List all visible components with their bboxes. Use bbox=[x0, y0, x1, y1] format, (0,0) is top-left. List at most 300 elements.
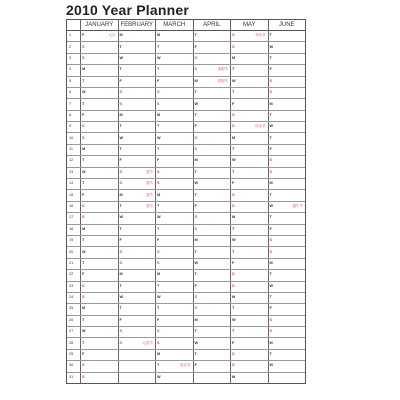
day-cell[interactable] bbox=[193, 258, 231, 269]
day-cell[interactable] bbox=[118, 155, 156, 166]
day-cell[interactable] bbox=[80, 326, 118, 337]
day-cell[interactable] bbox=[268, 121, 306, 132]
day-cell[interactable] bbox=[80, 41, 118, 52]
day-cell[interactable] bbox=[118, 337, 156, 348]
weekday-letter: S bbox=[82, 295, 85, 300]
day-cell[interactable] bbox=[118, 98, 156, 109]
weekday-letter: S bbox=[194, 67, 198, 72]
day-number: 6 bbox=[69, 90, 72, 95]
day-cell[interactable] bbox=[155, 326, 193, 337]
weekday-letter: S bbox=[269, 90, 273, 95]
day-cell[interactable] bbox=[230, 155, 268, 166]
weekday-letter: T bbox=[157, 67, 160, 72]
weekday-letter: F bbox=[232, 260, 235, 265]
day-cell[interactable] bbox=[193, 121, 231, 132]
weekday-letter: W bbox=[119, 55, 124, 60]
weekday-letter: F bbox=[82, 352, 85, 357]
day-cell[interactable] bbox=[230, 224, 268, 235]
day-cell[interactable] bbox=[193, 326, 231, 337]
day-cell[interactable] bbox=[230, 372, 268, 383]
weekday-letter: F bbox=[269, 67, 272, 72]
weekday-letter: F bbox=[157, 238, 160, 243]
weekday-letter: W bbox=[232, 317, 236, 322]
weekday-letter: W bbox=[269, 44, 274, 49]
day-number: 15 bbox=[69, 192, 74, 197]
day-cell[interactable] bbox=[118, 360, 156, 371]
weekday-letter: M bbox=[232, 215, 236, 220]
weekday-letter: S bbox=[269, 78, 273, 83]
day-cell[interactable] bbox=[268, 189, 306, 200]
day-cell[interactable] bbox=[80, 98, 118, 109]
weekday-letter: S bbox=[119, 169, 123, 174]
day-cell[interactable] bbox=[118, 292, 156, 303]
day-cell[interactable] bbox=[230, 349, 268, 360]
weekday-letter: T bbox=[157, 306, 160, 311]
day-cell[interactable] bbox=[155, 372, 193, 383]
month-header-april: APRIL bbox=[193, 20, 231, 30]
weekday-letter: T bbox=[82, 238, 85, 243]
day-number: 31 bbox=[69, 374, 74, 379]
day-cell[interactable] bbox=[155, 76, 193, 87]
weekday-letter: S bbox=[82, 55, 85, 60]
holiday-label: 母亲节 bbox=[255, 124, 266, 129]
weekday-letter: T bbox=[194, 249, 197, 254]
day-number: 23 bbox=[69, 283, 74, 288]
day-cell[interactable] bbox=[80, 201, 118, 212]
day-cell[interactable] bbox=[155, 349, 193, 360]
day-cell[interactable] bbox=[118, 303, 156, 314]
day-cell[interactable] bbox=[193, 178, 231, 189]
day-cell[interactable] bbox=[268, 76, 306, 87]
day-cell[interactable] bbox=[80, 269, 118, 280]
day-cell[interactable] bbox=[155, 337, 193, 348]
weekday-letter: T bbox=[269, 33, 272, 38]
day-cell[interactable] bbox=[80, 144, 118, 155]
weekday-letter: S bbox=[269, 238, 273, 243]
weekday-letter: M bbox=[232, 374, 236, 379]
day-cell[interactable] bbox=[155, 303, 193, 314]
day-cell[interactable] bbox=[268, 372, 306, 383]
day-cell[interactable] bbox=[268, 144, 306, 155]
weekday-letter: S bbox=[82, 215, 85, 220]
day-cell[interactable] bbox=[193, 212, 231, 223]
day-number: 13 bbox=[69, 169, 74, 174]
day-cell[interactable] bbox=[193, 224, 231, 235]
day-cell[interactable] bbox=[230, 360, 268, 371]
day-cell[interactable] bbox=[118, 30, 156, 41]
day-cell[interactable] bbox=[193, 303, 231, 314]
day-cell[interactable] bbox=[155, 98, 193, 109]
weekday-letter: T bbox=[232, 147, 235, 152]
day-cell[interactable] bbox=[193, 372, 231, 383]
day-number: 30 bbox=[69, 363, 74, 368]
day-cell[interactable] bbox=[193, 189, 231, 200]
day-cell[interactable] bbox=[268, 41, 306, 52]
day-cell[interactable] bbox=[118, 269, 156, 280]
day-cell[interactable] bbox=[80, 110, 118, 121]
weekday-letter: M bbox=[119, 33, 123, 38]
weekday-letter: T bbox=[82, 340, 85, 345]
day-cell[interactable] bbox=[268, 303, 306, 314]
day-cell[interactable] bbox=[118, 64, 156, 75]
weekday-letter: M bbox=[194, 317, 198, 322]
day-cell[interactable] bbox=[268, 269, 306, 280]
day-cell[interactable] bbox=[155, 87, 193, 98]
day-number: 21 bbox=[69, 260, 74, 265]
day-cell[interactable] bbox=[80, 132, 118, 143]
day-cell[interactable] bbox=[230, 121, 268, 132]
day-cell[interactable] bbox=[80, 76, 118, 87]
weekday-letter: T bbox=[194, 90, 197, 95]
day-cell[interactable] bbox=[230, 235, 268, 246]
day-cell[interactable] bbox=[80, 246, 118, 257]
day-cell[interactable] bbox=[230, 246, 268, 257]
day-cell[interactable] bbox=[230, 315, 268, 326]
day-cell[interactable] bbox=[80, 349, 118, 360]
weekday-letter: S bbox=[232, 44, 235, 49]
day-cell[interactable] bbox=[268, 315, 306, 326]
day-cell[interactable] bbox=[268, 87, 306, 98]
weekday-letter: W bbox=[194, 101, 199, 106]
day-cell[interactable] bbox=[230, 64, 268, 75]
day-cell[interactable] bbox=[268, 178, 306, 189]
day-number: 4 bbox=[69, 67, 72, 72]
weekday-letter: M bbox=[82, 306, 86, 311]
weekday-letter: F bbox=[194, 124, 197, 129]
weekday-letter: T bbox=[119, 306, 122, 311]
day-cell[interactable] bbox=[155, 178, 193, 189]
day-cell[interactable] bbox=[230, 201, 268, 212]
day-cell[interactable] bbox=[118, 144, 156, 155]
weekday-letter: W bbox=[232, 158, 236, 163]
holiday-label: 清明节 bbox=[217, 78, 228, 83]
day-cell[interactable] bbox=[80, 212, 118, 223]
weekday-letter: F bbox=[157, 78, 160, 83]
day-cell[interactable] bbox=[230, 212, 268, 223]
day-cell[interactable] bbox=[230, 132, 268, 143]
weekday-letter: T bbox=[232, 306, 235, 311]
day-cell[interactable] bbox=[268, 167, 306, 178]
day-cell[interactable] bbox=[80, 315, 118, 326]
weekday-letter: F bbox=[119, 78, 122, 83]
day-cell[interactable] bbox=[155, 258, 193, 269]
weekday-letter: T bbox=[232, 67, 235, 72]
weekday-letter: W bbox=[157, 215, 161, 220]
weekday-letter: S bbox=[82, 135, 85, 140]
day-cell[interactable] bbox=[230, 303, 268, 314]
day-cell[interactable] bbox=[118, 189, 156, 200]
weekday-letter: M bbox=[269, 260, 273, 265]
weekday-letter: F bbox=[82, 33, 85, 38]
day-cell[interactable] bbox=[80, 87, 118, 98]
day-cell[interactable] bbox=[80, 167, 118, 178]
day-cell[interactable] bbox=[80, 235, 118, 246]
weekday-letter: S bbox=[232, 352, 235, 357]
day-cell[interactable] bbox=[155, 235, 193, 246]
day-cell[interactable] bbox=[193, 315, 231, 326]
day-cell[interactable] bbox=[80, 224, 118, 235]
day-cell[interactable] bbox=[268, 224, 306, 235]
day-cell[interactable] bbox=[268, 281, 306, 292]
day-cell[interactable] bbox=[268, 349, 306, 360]
day-cell[interactable] bbox=[80, 337, 118, 348]
weekday-letter: T bbox=[232, 90, 235, 95]
day-cell[interactable] bbox=[118, 121, 156, 132]
day-cell[interactable] bbox=[230, 144, 268, 155]
day-cell[interactable] bbox=[193, 98, 231, 109]
day-cell[interactable] bbox=[80, 155, 118, 166]
day-cell[interactable] bbox=[268, 98, 306, 109]
day-cell[interactable] bbox=[193, 41, 231, 52]
day-cell[interactable] bbox=[118, 315, 156, 326]
weekday-letter: M bbox=[157, 272, 161, 277]
weekday-letter: S bbox=[269, 329, 273, 334]
day-number: 11 bbox=[69, 147, 73, 152]
day-cell[interactable] bbox=[155, 30, 193, 41]
day-number: 10 bbox=[69, 135, 74, 140]
weekday-letter: F bbox=[194, 363, 197, 368]
day-cell[interactable] bbox=[118, 201, 156, 212]
weekday-letter: T bbox=[82, 101, 85, 106]
day-cell[interactable] bbox=[118, 76, 156, 87]
day-cell[interactable] bbox=[118, 178, 156, 189]
day-cell[interactable] bbox=[80, 258, 118, 269]
weekday-letter: S bbox=[157, 181, 160, 186]
weekday-letter: M bbox=[157, 192, 161, 197]
day-cell[interactable] bbox=[230, 98, 268, 109]
weekday-letter: S bbox=[269, 169, 273, 174]
day-cell[interactable] bbox=[230, 30, 268, 41]
day-cell[interactable] bbox=[230, 53, 268, 64]
day-cell[interactable] bbox=[193, 110, 231, 121]
day-cell[interactable] bbox=[80, 372, 118, 383]
day-cell[interactable] bbox=[155, 292, 193, 303]
day-cell[interactable] bbox=[230, 292, 268, 303]
weekday-letter: W bbox=[194, 181, 199, 186]
day-cell[interactable] bbox=[155, 121, 193, 132]
day-cell[interactable] bbox=[155, 132, 193, 143]
day-cell[interactable] bbox=[230, 178, 268, 189]
day-cell[interactable] bbox=[118, 53, 156, 64]
day-cell[interactable] bbox=[155, 281, 193, 292]
day-number: 27 bbox=[69, 329, 74, 334]
holiday-label: 元旦 bbox=[108, 33, 116, 38]
weekday-letter: S bbox=[157, 169, 160, 174]
day-cell[interactable] bbox=[193, 167, 231, 178]
weekday-letter: T bbox=[157, 147, 160, 152]
day-cell[interactable] bbox=[193, 337, 231, 348]
day-cell[interactable] bbox=[118, 326, 156, 337]
day-cell[interactable] bbox=[230, 326, 268, 337]
day-number: 16 bbox=[69, 204, 74, 208]
day-cell[interactable] bbox=[193, 132, 231, 143]
day-cell[interactable] bbox=[155, 201, 193, 212]
weekday-letter: W bbox=[119, 135, 124, 140]
day-number: 5 bbox=[69, 78, 72, 83]
day-cell[interactable] bbox=[155, 189, 193, 200]
weekday-letter: W bbox=[269, 363, 274, 368]
weekday-letter: F bbox=[269, 226, 272, 231]
day-cell[interactable] bbox=[80, 360, 118, 371]
day-cell[interactable] bbox=[193, 235, 231, 246]
weekday-letter: W bbox=[119, 215, 124, 220]
day-cell[interactable] bbox=[193, 201, 231, 212]
day-cell[interactable] bbox=[155, 212, 193, 223]
day-cell[interactable] bbox=[155, 224, 193, 235]
day-cell[interactable] bbox=[193, 246, 231, 257]
day-cell[interactable] bbox=[230, 87, 268, 98]
weekday-letter: F bbox=[194, 203, 197, 208]
day-cell[interactable] bbox=[155, 144, 193, 155]
day-cell[interactable] bbox=[230, 167, 268, 178]
weekday-letter: M bbox=[82, 67, 86, 72]
holiday-label: 劳动节 bbox=[255, 33, 266, 38]
day-cell[interactable] bbox=[80, 303, 118, 314]
day-cell[interactable] bbox=[118, 224, 156, 235]
day-cell[interactable] bbox=[155, 167, 193, 178]
weekday-letter: T bbox=[269, 55, 272, 60]
weekday-letter: F bbox=[232, 101, 235, 106]
day-cell[interactable] bbox=[268, 292, 306, 303]
weekday-letter: S bbox=[232, 272, 235, 277]
day-cell[interactable] bbox=[155, 315, 193, 326]
day-cell[interactable] bbox=[118, 41, 156, 52]
weekday-letter: T bbox=[82, 181, 85, 186]
day-cell[interactable] bbox=[155, 41, 193, 52]
day-cell[interactable] bbox=[155, 360, 193, 371]
weekday-letter: S bbox=[157, 101, 160, 106]
page-title: 2010 Year Planner bbox=[66, 2, 190, 18]
day-cell[interactable] bbox=[268, 326, 306, 337]
day-number: 14 bbox=[69, 181, 74, 186]
day-cell[interactable] bbox=[155, 155, 193, 166]
weekday-letter: M bbox=[232, 135, 236, 140]
day-number: 28 bbox=[69, 340, 74, 345]
day-cell[interactable] bbox=[230, 337, 268, 348]
day-cell[interactable] bbox=[193, 144, 231, 155]
weekday-letter: M bbox=[269, 340, 273, 345]
day-cell[interactable] bbox=[193, 360, 231, 371]
day-cell[interactable] bbox=[230, 269, 268, 280]
day-cell[interactable] bbox=[268, 212, 306, 223]
day-cell[interactable] bbox=[80, 53, 118, 64]
day-cell[interactable] bbox=[193, 349, 231, 360]
day-cell[interactable] bbox=[193, 292, 231, 303]
calendar-grid bbox=[66, 19, 306, 384]
day-cell[interactable] bbox=[268, 110, 306, 121]
day-cell[interactable] bbox=[118, 110, 156, 121]
day-number: 29 bbox=[69, 352, 74, 357]
header-corner bbox=[67, 20, 80, 30]
day-cell[interactable] bbox=[268, 155, 306, 166]
weekday-letter: T bbox=[157, 283, 160, 288]
weekday-letter: M bbox=[82, 147, 86, 152]
day-cell[interactable] bbox=[193, 281, 231, 292]
day-cell[interactable] bbox=[118, 235, 156, 246]
weekday-letter: S bbox=[119, 90, 123, 95]
day-cell[interactable] bbox=[268, 30, 306, 41]
day-cell[interactable] bbox=[268, 201, 306, 212]
day-cell[interactable] bbox=[155, 110, 193, 121]
day-cell[interactable] bbox=[268, 64, 306, 75]
day-cell[interactable] bbox=[230, 110, 268, 121]
weekday-letter: T bbox=[119, 226, 122, 231]
weekday-letter: T bbox=[269, 272, 272, 277]
day-cell[interactable] bbox=[118, 212, 156, 223]
day-number: 3 bbox=[69, 55, 72, 60]
day-cell[interactable] bbox=[193, 155, 231, 166]
day-cell[interactable] bbox=[80, 281, 118, 292]
day-cell[interactable] bbox=[193, 269, 231, 280]
day-cell[interactable] bbox=[193, 76, 231, 87]
day-cell[interactable] bbox=[155, 64, 193, 75]
weekday-letter: S bbox=[82, 363, 85, 368]
weekday-letter: S bbox=[269, 317, 273, 322]
day-cell[interactable] bbox=[230, 189, 268, 200]
day-cell[interactable] bbox=[268, 246, 306, 257]
weekday-letter: S bbox=[82, 124, 85, 129]
day-cell[interactable] bbox=[80, 189, 118, 200]
day-cell[interactable] bbox=[80, 121, 118, 132]
day-cell[interactable] bbox=[118, 281, 156, 292]
weekday-letter: T bbox=[82, 260, 85, 265]
day-cell[interactable] bbox=[118, 132, 156, 143]
holiday-label: 春节 bbox=[146, 169, 153, 174]
day-cell[interactable] bbox=[268, 360, 306, 371]
weekday-letter: W bbox=[82, 90, 86, 95]
weekday-letter: F bbox=[157, 158, 160, 163]
holiday-label: 春节 bbox=[146, 203, 153, 208]
day-cell[interactable] bbox=[80, 30, 118, 41]
day-cell[interactable] bbox=[118, 258, 156, 269]
day-cell[interactable] bbox=[155, 53, 193, 64]
day-cell[interactable] bbox=[80, 292, 118, 303]
day-cell[interactable] bbox=[193, 64, 231, 75]
day-cell[interactable] bbox=[80, 64, 118, 75]
day-cell[interactable] bbox=[268, 258, 306, 269]
day-cell[interactable] bbox=[268, 337, 306, 348]
day-cell[interactable] bbox=[118, 372, 156, 383]
day-cell[interactable] bbox=[80, 178, 118, 189]
holiday-label: 端午节 bbox=[292, 203, 303, 208]
month-header-february: FEBRUARY bbox=[118, 20, 156, 30]
day-cell[interactable] bbox=[230, 76, 268, 87]
weekday-letter: M bbox=[157, 33, 161, 38]
weekday-letter: T bbox=[157, 44, 160, 49]
day-cell[interactable] bbox=[230, 258, 268, 269]
day-cell[interactable] bbox=[118, 349, 156, 360]
weekday-letter: M bbox=[119, 192, 123, 197]
day-cell[interactable] bbox=[118, 167, 156, 178]
weekday-letter: T bbox=[269, 112, 272, 117]
weekday-letter: T bbox=[157, 124, 160, 129]
day-cell[interactable] bbox=[230, 281, 268, 292]
weekday-letter: W bbox=[157, 295, 161, 300]
day-cell[interactable] bbox=[230, 41, 268, 52]
day-cell[interactable] bbox=[268, 53, 306, 64]
day-cell[interactable] bbox=[193, 53, 231, 64]
weekday-letter: T bbox=[119, 44, 122, 49]
day-cell[interactable] bbox=[118, 246, 156, 257]
day-cell[interactable] bbox=[155, 246, 193, 257]
day-cell[interactable] bbox=[268, 235, 306, 246]
day-cell[interactable] bbox=[118, 87, 156, 98]
day-cell[interactable] bbox=[268, 132, 306, 143]
day-cell[interactable] bbox=[155, 269, 193, 280]
day-cell[interactable] bbox=[193, 87, 231, 98]
day-cell[interactable] bbox=[193, 30, 231, 41]
weekday-letter: S bbox=[194, 226, 198, 231]
